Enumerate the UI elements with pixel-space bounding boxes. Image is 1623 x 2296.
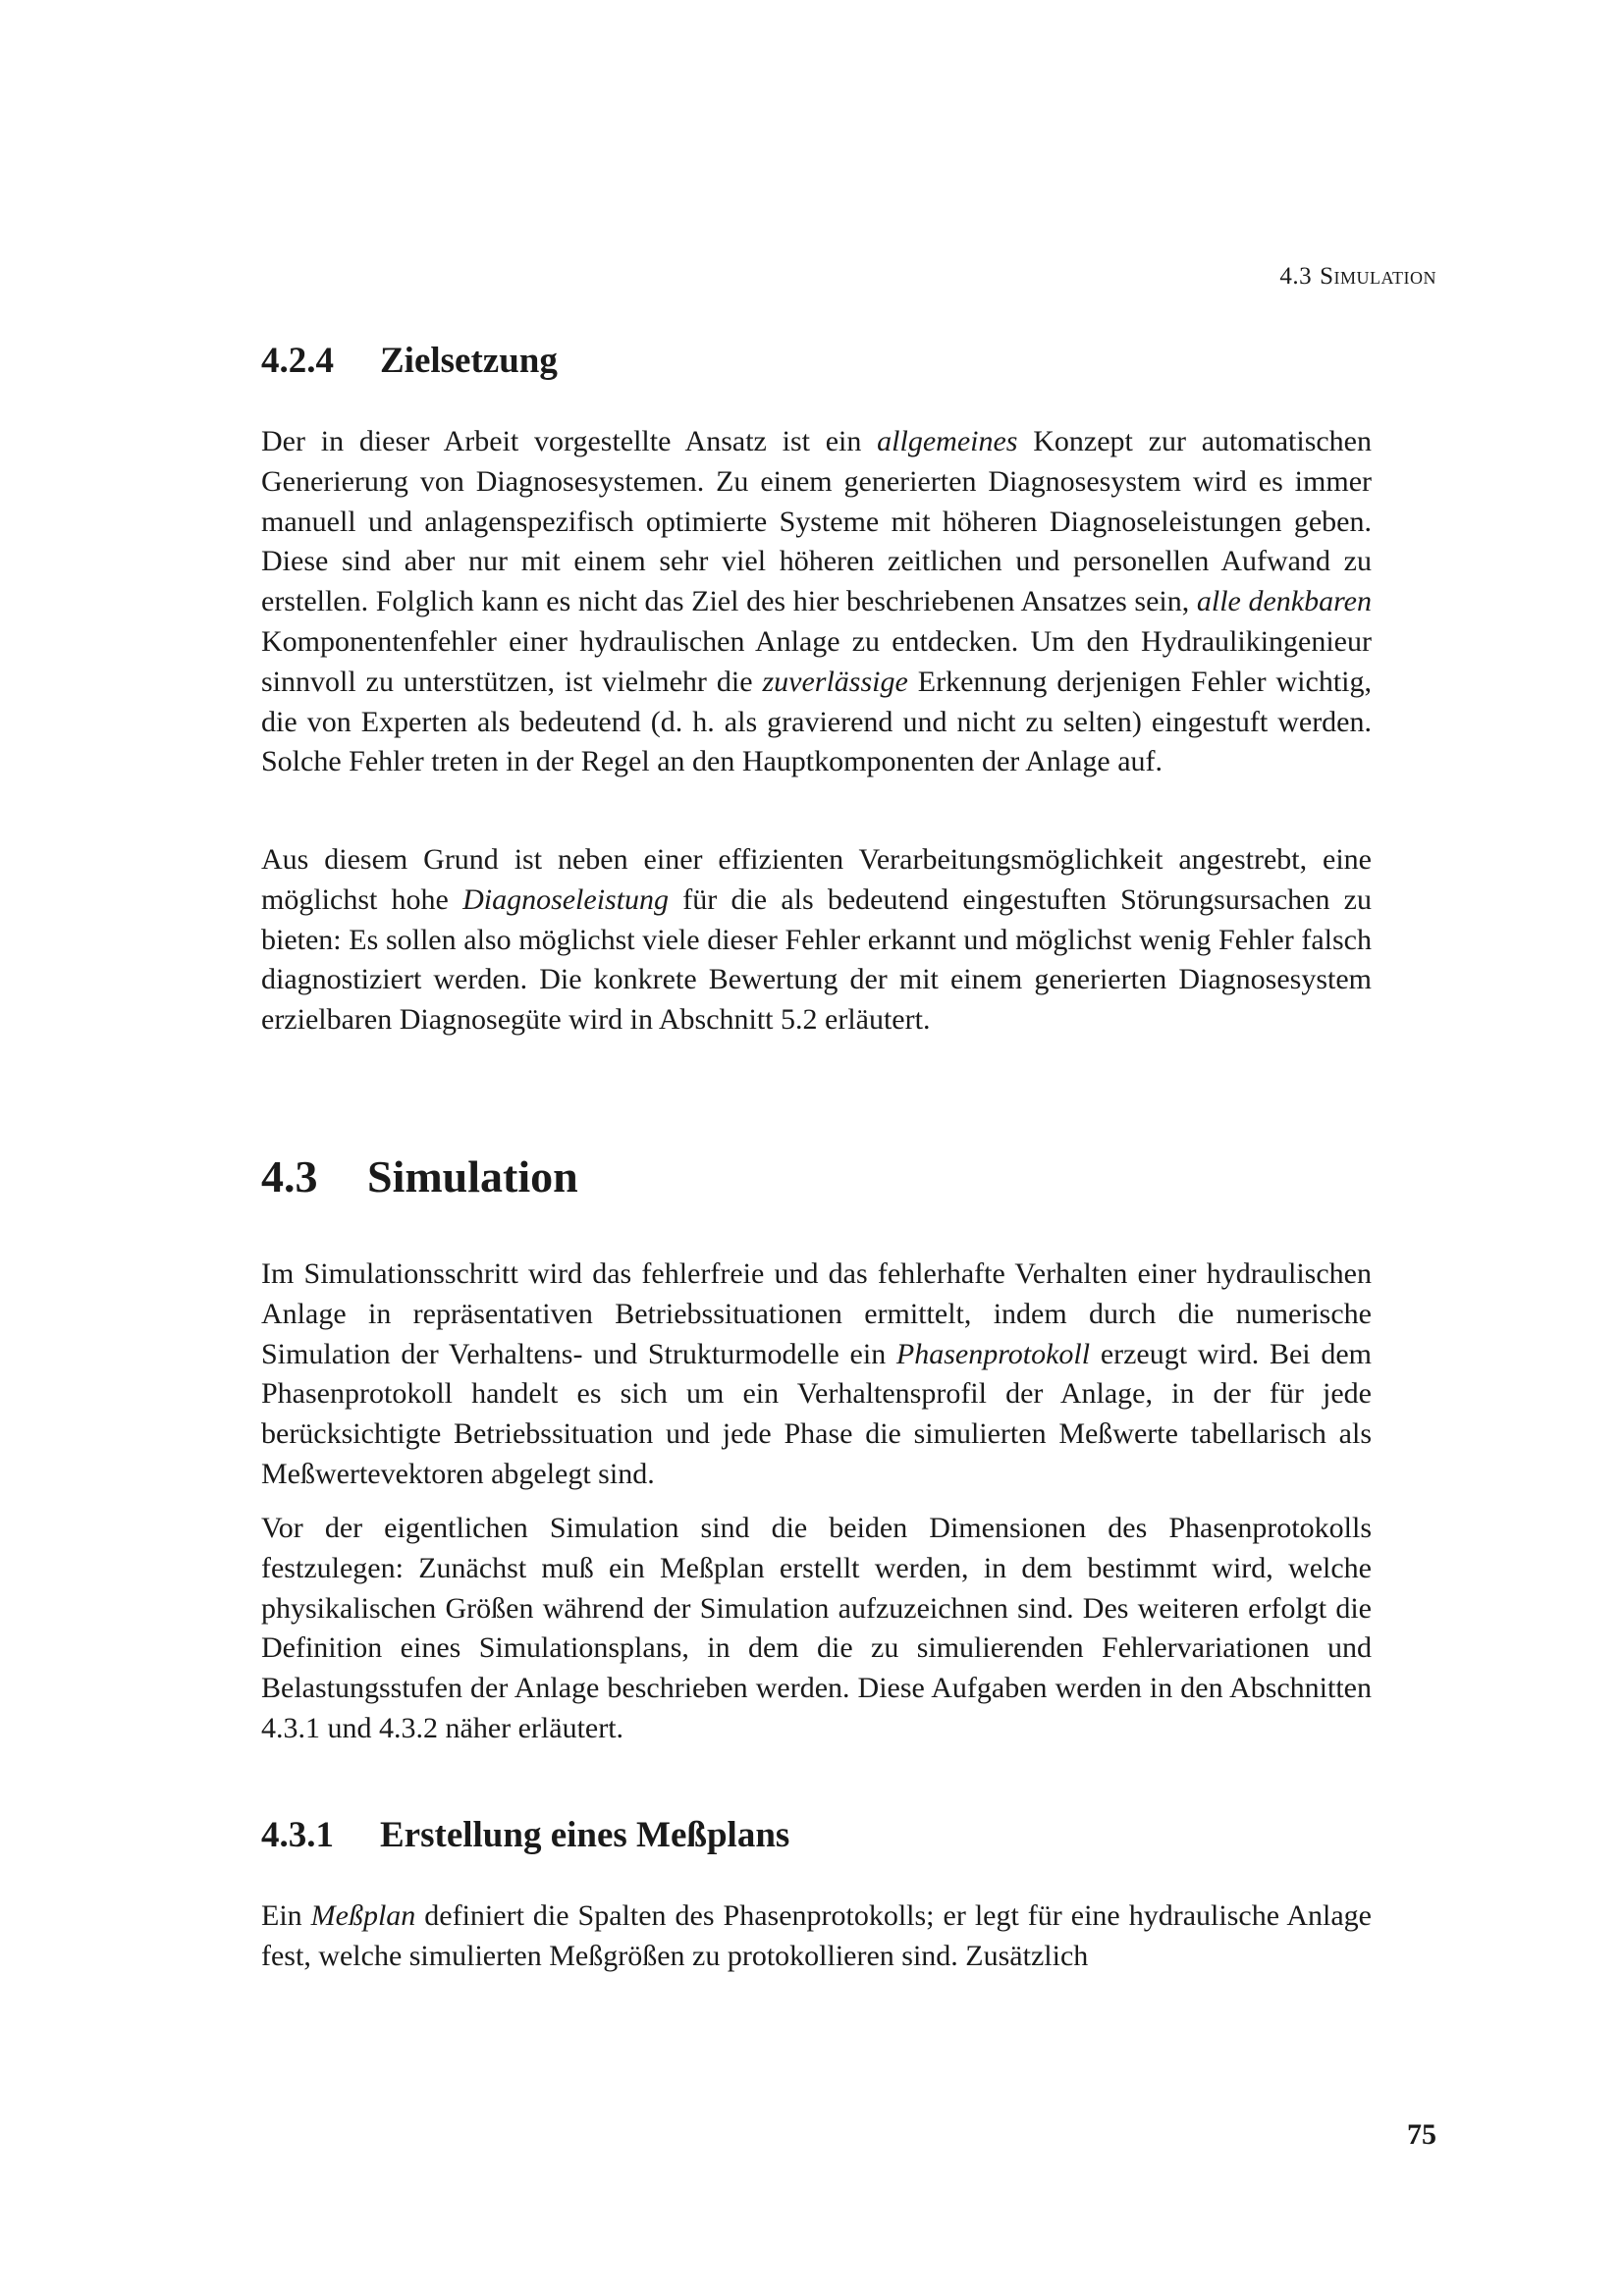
subsection-title: Erstellung eines Meßplans (380, 1815, 790, 1855)
text-run: Aus diesem Grund ist neben einer effizienten Verarbeitungsmöglichkeit angestrebt, eine möglichst hohe (261, 843, 1372, 916)
running-header-title: Simulation (1320, 263, 1436, 290)
emphasis: Meßplan (310, 1899, 416, 1932)
text-run: Komponentenfehler einer hydraulischen Anlage zu entdecken. Um den Hydraulikingenieur sinnvoll zu unterstützen, ist vielmehr die (261, 624, 1372, 698)
text-run: erzeugt wird. Bei dem Phasenprotokoll handelt es sich um ein Verhaltensprofil der Anlage, in der für jede berücksichtigte Betriebssituation und jede Phase die simulierten Meßwerte tabellarisch als Meßwertevektoren abgelegt sind. (261, 1337, 1373, 1490)
subsection-heading-4-2-4 (261, 340, 558, 382)
paragraph (261, 840, 1372, 1041)
emphasis: Diagnoseleistung (462, 882, 670, 916)
emphasis: allgemeines (877, 425, 1018, 457)
subsection-number: 4.2.4 (261, 341, 334, 381)
text-run: Der in dieser Arbeit vorgestellte Ansatz ist ein (261, 425, 878, 457)
paragraph: Vor der eigentlichen Simulation sind die beiden Dimensionen des Phasenprotokolls festzulegen: Zunächst muß ein Meßplan erstellt werden, in dem bestimmt wird, welche physikalischen Größen während der Simulation aufzuzeichnen sind. Des weiteren erfolgt die Definition eines Simulationsplans, in dem die zu simulierenden Fehlervariationen und Belastungsstufen der Anlage beschrieben werden. Diese Aufgaben werden in den Abschnitten 4.3.1 und 4.3.2 näher erläutert. (261, 1512, 1372, 1744)
section-4-2-4-body (261, 422, 1372, 782)
paragraph (261, 1896, 1372, 1977)
subsection-number: 4.3.1 (261, 1815, 334, 1855)
running-header (1279, 263, 1436, 291)
emphasis: alle denkbaren (1196, 585, 1372, 618)
section-4-2-4-body-2 (261, 840, 1372, 1041)
section-4-3-1-body (261, 1896, 1372, 1977)
paragraph (261, 1255, 1372, 1495)
text-run: definiert die Spalten des Phasenprotokolls; er legt für eine hydraulische Anlage fest, welche simulierten Meßgrößen zu protokollieren sind. Zusätzlich (261, 1899, 1372, 1972)
emphasis: Phasenprotokoll (895, 1337, 1091, 1370)
text-run: Im Simulationsschritt wird das fehlerfreie und das fehlerhafte Verhalten einer hydraulischen Anlage in repräsentativen Betriebssituationen ermittelt, indem durch die numerische Simulation der Verhaltens- und Strukturmodelle ein (261, 1257, 1372, 1370)
section-heading-4-3 (261, 1150, 578, 1202)
paragraph (261, 422, 1372, 782)
section-title: Simulation (367, 1151, 578, 1201)
running-header-number: 4.3 (1279, 263, 1313, 290)
emphasis: zuverlässige (762, 665, 908, 698)
page-number: 75 (1407, 2118, 1436, 2151)
text-run: Erkennung derjenigen Fehler wichtig, die von Experten als bedeutend (d. h. als gravierend und nicht zu selten) eingestuft werden. Solche Fehler treten in der Regel an den Hauptkomponenten der Anlage auf. (261, 665, 1373, 778)
subsection-title: Zielsetzung (380, 341, 558, 381)
section-4-3-body (261, 1255, 1372, 1495)
section-4-3-body-2 (261, 1509, 1372, 1749)
subsection-heading-4-3-1 (261, 1814, 789, 1856)
section-number: 4.3 (261, 1151, 318, 1201)
text-run: Konzept zur automatischen Generierung von Diagnosesystemen. Zu einem generierten Diagnosesystem wird es immer manuell und anlagenspezifisch optimierte Systeme mit höheren Diagnoseleistungen geben. Diese sind aber nur mit einem sehr viel höheren zeitlichen und personellen Aufwand zu erstellen. Folglich kann es nicht das Ziel des hier beschriebenen Ansatzes sein, (261, 425, 1372, 618)
text-run: für die als bedeutend eingestuften Störungsursachen zu bieten: Es sollen also möglichst viele dieser Fehler erkannt und möglichst wenig Fehler falsch diagnostiziert werden. Die konkrete Bewertung der mit einem generierten Diagnosesystem erzielbaren Diagnosegüte wird in Abschnitt 5.2 erläutert. (261, 882, 1372, 1037)
text-run: Ein (261, 1899, 311, 1932)
